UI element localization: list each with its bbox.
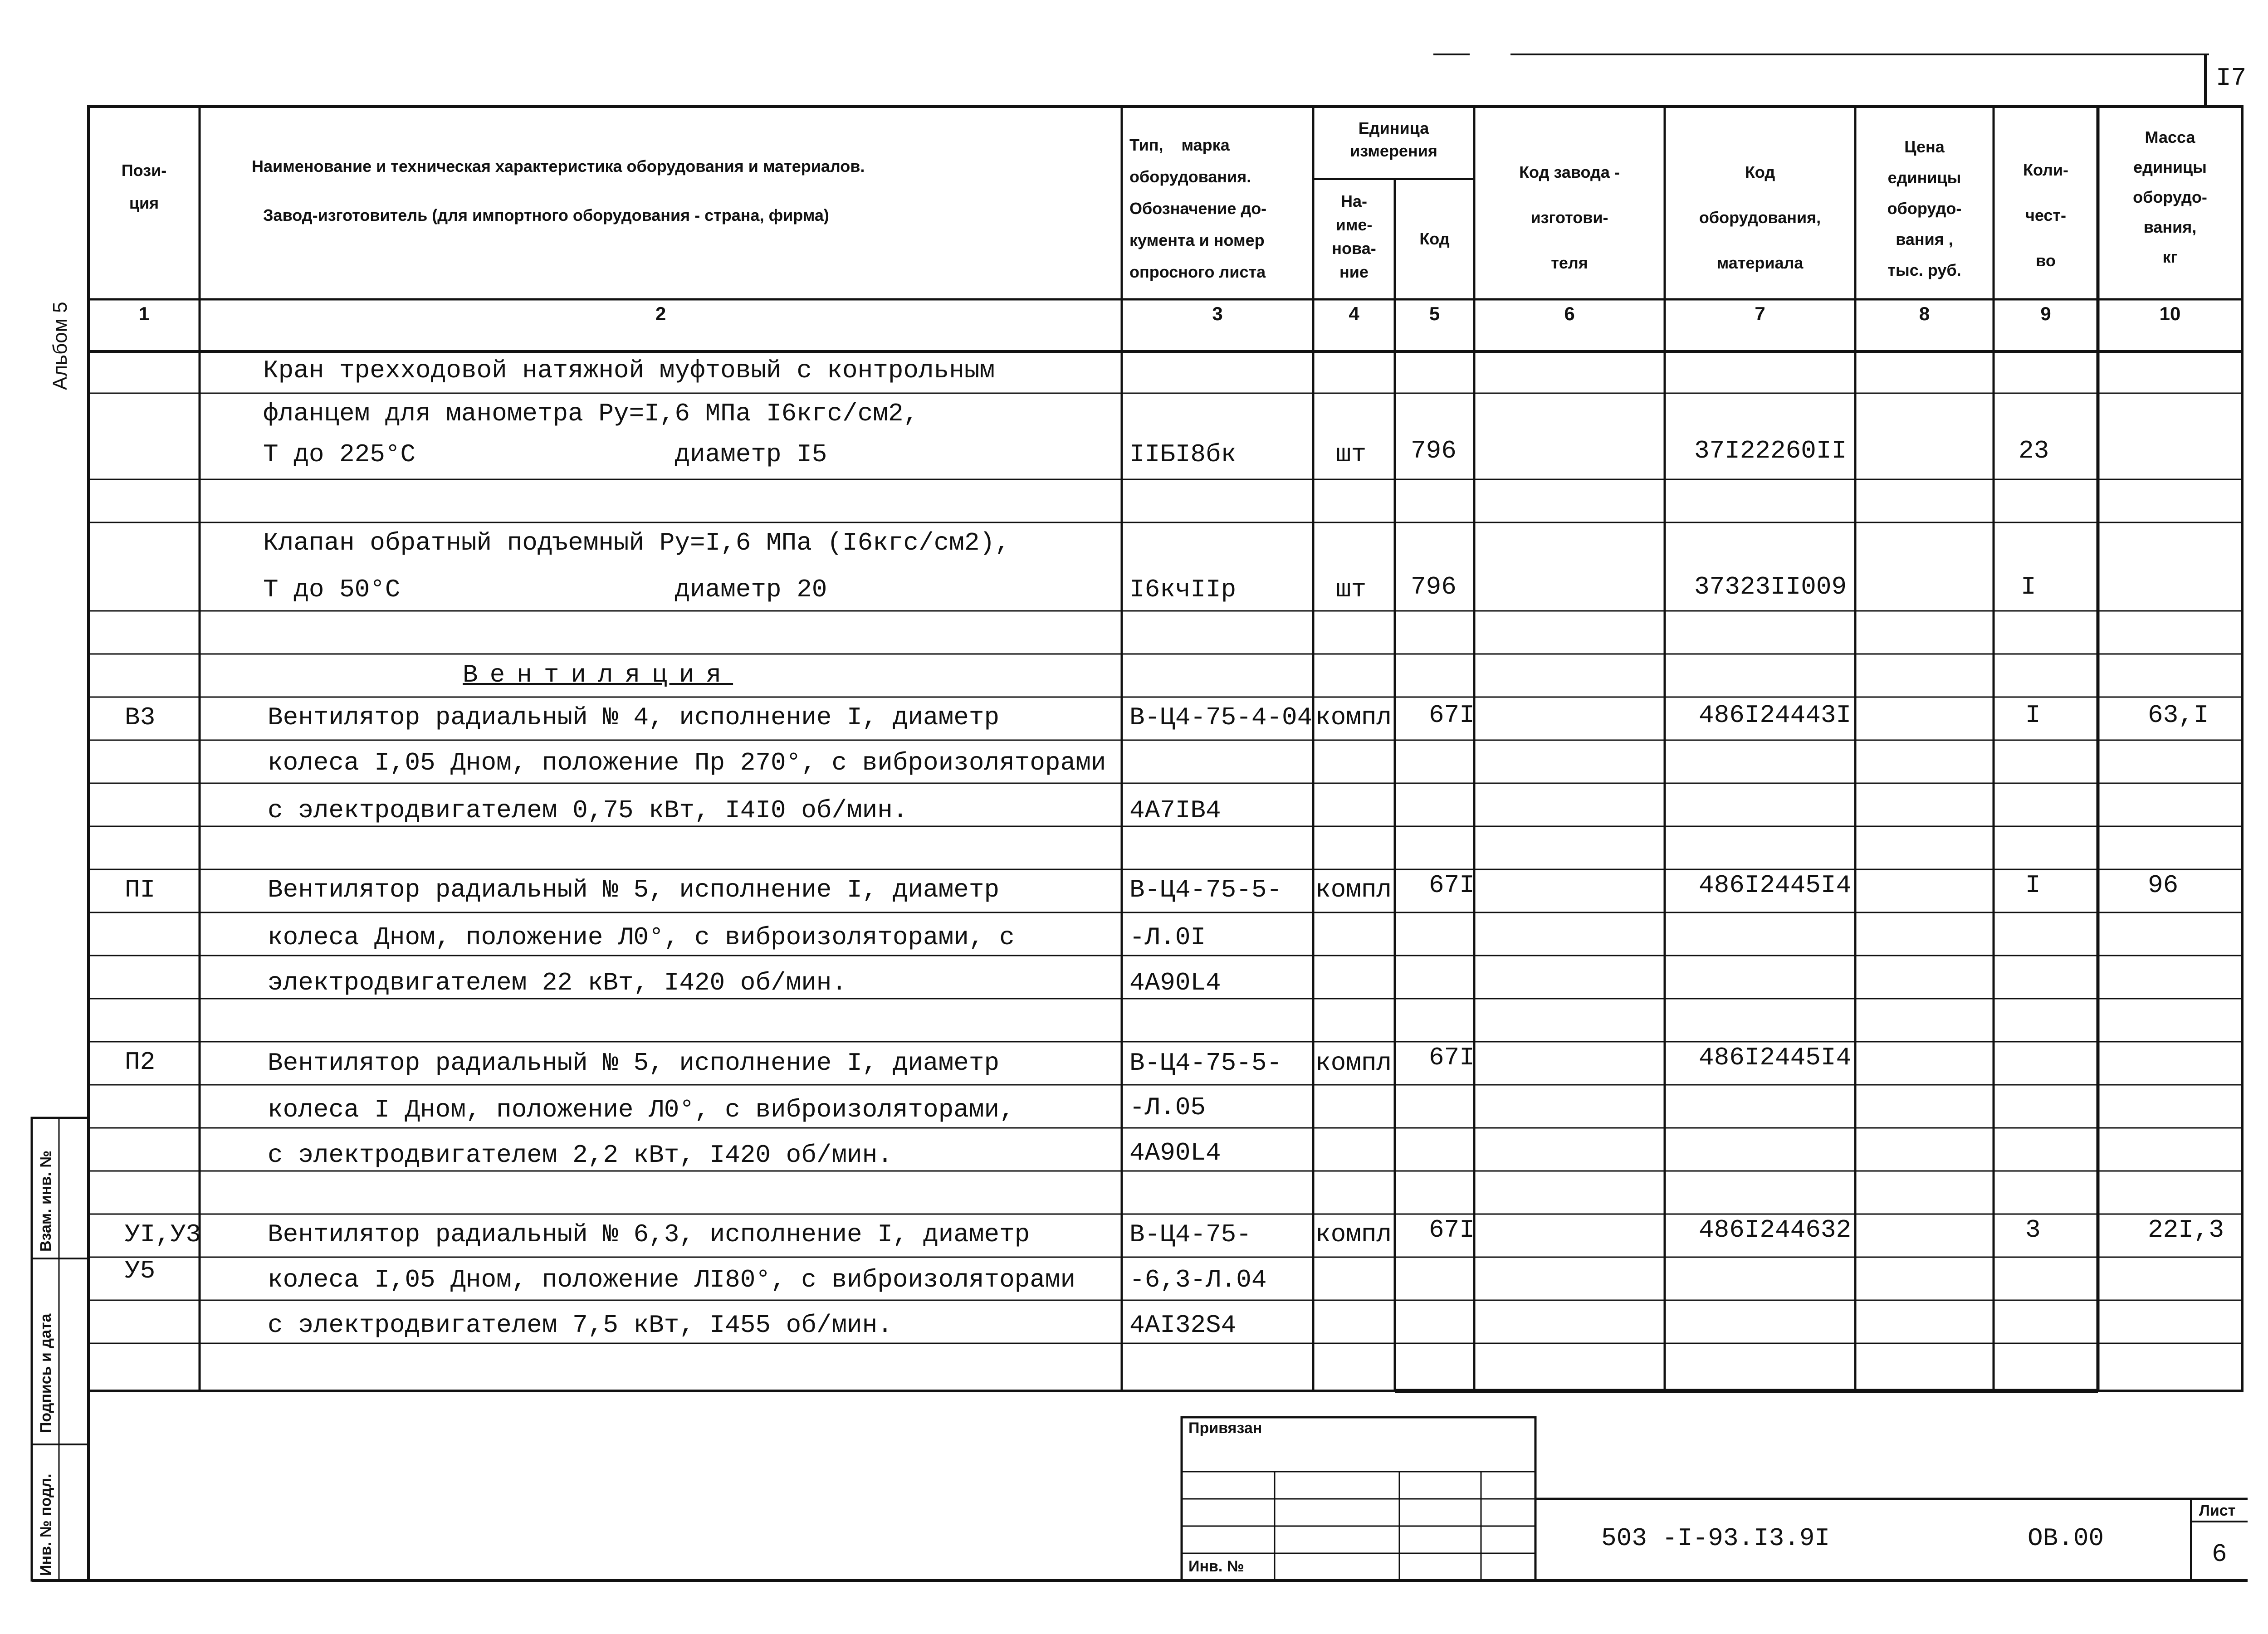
section-title-ventilation: Вентиляция [463,660,733,689]
row-name: электродвигателем 22 кВт, I420 об/мин. [268,968,847,997]
header-unit-group: Единица измерения [1350,119,1437,160]
header-unit-code: Код [1419,229,1450,248]
row-type: 4А90L4 [1129,1138,1221,1167]
row-unit: компл [1315,703,1392,732]
column-number: 1 [138,303,150,324]
document-mark: ОВ.00 [2028,1524,2104,1553]
header-quantity: Коли- чест- во [2023,161,2069,270]
row-quantity: 3 [2025,1215,2041,1244]
header-plant-code: Код завода - изготови- теля [1519,163,1620,272]
row-type: В-Ц4-75-4-04 [1129,703,1313,732]
row-type: 4АI32S4 [1129,1311,1237,1340]
row-quantity: 23 [2019,436,2049,465]
document-code: 503 -I-93.I3.9I [1601,1524,1830,1553]
row-position: УI,У3 [125,1220,201,1249]
row-mass: 22I,3 [2148,1215,2224,1244]
row-code: 67I [1429,1215,1475,1244]
row-unit: компл [1315,875,1392,904]
row-unit: шт [1336,575,1367,604]
header-price: Цена единицы оборудо- вания , тыс. руб. [1887,137,1962,279]
column-number: 7 [1755,303,1765,324]
column-number: 6 [1564,303,1575,324]
row-equipment-code: 486I2445I4 [1699,871,1852,900]
row-equipment-code: 37323II009 [1694,572,1847,601]
row-name: колеса I,05 Дном, положение ЛI80°, с виброизоляторами [268,1265,1076,1294]
sheet-label: Лист [2199,1502,2236,1519]
header-unit-name: На- име- нова- ние [1332,192,1376,281]
header-name-line1: Наименование и техническая характеристика оборудования и материалов. [252,157,865,176]
column-number: 2 [655,303,666,324]
row-equipment-code: 486I24443I [1699,701,1852,730]
row-code: 796 [1411,572,1457,601]
row-position: В3 [125,703,156,732]
row-quantity: I [2025,871,2041,900]
row-type: -Л.0I [1129,923,1206,952]
sheet-number: 6 [2212,1540,2227,1569]
row-code: 67I [1429,871,1475,900]
row-name: Т до 50°С диаметр 20 [263,575,827,604]
column-number: 10 [2159,303,2181,324]
row-code: 796 [1411,436,1457,465]
row-mass: 96 [2148,871,2179,900]
row-type: -Л.05 [1129,1093,1206,1122]
row-type: IIБI8бк [1129,440,1237,469]
row-name: Т до 225°С диаметр I5 [263,440,827,469]
row-name: Кран трехходовой натяжной муфтовый с контрольным [263,356,995,385]
inv-label: Инв. № [1188,1558,1244,1575]
row-type: 4А90L4 [1129,968,1221,997]
row-type: В-Ц4-75-5- [1129,1049,1282,1078]
row-position: П2 [125,1048,156,1077]
row-code: 67I [1429,1043,1475,1072]
side-stamp-signature-date: Подпись и дата [37,1313,54,1433]
row-name: Вентилятор радиальный № 4, исполнение I, диаметр [268,703,1000,732]
row-code: 67I [1429,701,1475,730]
row-quantity: I [2021,572,2036,601]
row-quantity: I [2025,701,2041,730]
row-name: Вентилятор радиальный № 6,3, исполнение I, диаметр [268,1220,1030,1249]
column-number: 4 [1349,303,1359,324]
column-number: 8 [1919,303,1930,324]
row-name: Вентилятор радиальный № 5, исполнение I, диаметр [268,1049,1000,1078]
row-type: I6кчIIр [1129,575,1237,604]
sheet-top-number: I7 [2216,63,2247,93]
row-name: колеса I,05 Дном, положение Пр 270°, с виброизоляторами [268,748,1106,777]
header-name-line2: Завод-изготовитель (для импортного оборудования - страна, фирма) [263,206,829,224]
header-type: Тип, марка оборудования. Обозначение до- кумента и номер опросного листа [1129,136,1267,281]
row-mass: 63,I [2148,701,2209,730]
row-type: В-Ц4-75-5- [1129,875,1282,904]
row-name: колеса I Дном, положение Л0°, с виброизоляторами, [268,1095,1015,1124]
row-name: фланцем для манометра Ру=I,6 МПа I6кгс/см2, [263,399,919,428]
side-stamp-original-inv: Инв. № подл. [37,1473,54,1576]
row-type: -6,3-Л.04 [1129,1265,1267,1294]
row-name: Клапан обратный подъемный Ру=I,6 МПа (I6кгс/см2), [263,528,1010,557]
album-label: Альбом 5 [49,302,71,390]
column-number: 9 [2040,303,2051,324]
row-unit: компл [1315,1220,1392,1249]
column-number: 5 [1429,303,1440,324]
row-type: 4А7IВ4 [1129,796,1221,825]
row-position: ПI [125,875,156,904]
row-name: с электродвигателем 7,5 кВт, I455 об/мин. [268,1311,893,1340]
row-name: Вентилятор радиальный № 5, исполнение I, диаметр [268,875,1000,904]
row-name: с электродвигателем 2,2 кВт, I420 об/мин. [268,1141,893,1170]
bound-label: Привязан [1188,1419,1262,1437]
row-name: колеса Дном, положение Л0°, с виброизоляторами, с [268,923,1015,952]
row-name: с электродвигателем 0,75 кВт, I4I0 об/мин. [268,796,908,825]
side-stamp-replacement-inv: Взам. инв. № [37,1150,54,1252]
header-position: Пози- ция [121,161,167,212]
row-equipment-code: 37I22260II [1694,436,1847,465]
row-unit: шт [1336,440,1367,469]
header-mass: Масса единицы оборудо- вания, кг [2133,128,2207,266]
header-equipment-code: Код оборудования, материала [1699,163,1821,272]
row-equipment-code: 486I244632 [1699,1215,1852,1244]
row-unit: компл [1315,1049,1392,1078]
column-number: 3 [1212,303,1223,324]
row-equipment-code: 486I2445I4 [1699,1043,1852,1072]
row-type: В-Ц4-75- [1129,1220,1251,1249]
row-position: У5 [125,1256,156,1285]
